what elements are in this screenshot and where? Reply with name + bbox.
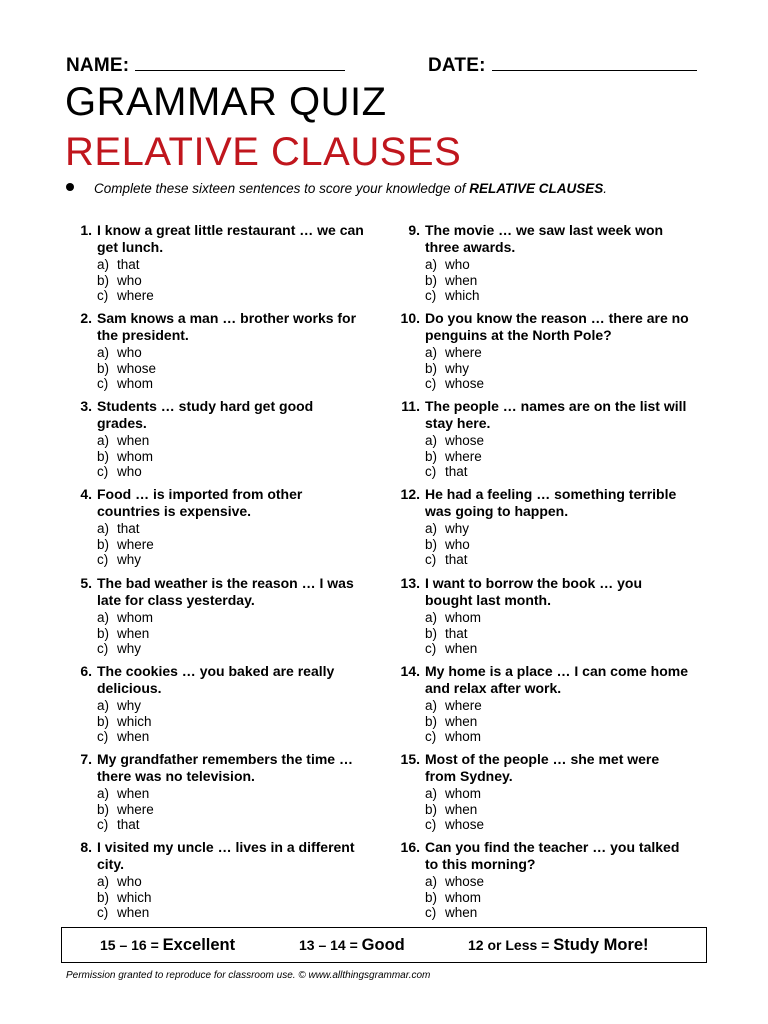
option-text: when (445, 713, 478, 729)
answer-option[interactable] (97, 817, 366, 833)
answer-options (97, 874, 366, 921)
question-item (394, 663, 694, 745)
option-text: whom (445, 889, 482, 905)
answer-options (97, 698, 366, 745)
option-letter: c) (97, 376, 109, 391)
question-stem: Most of the people … she met were from Sydney. (425, 751, 660, 784)
answer-option[interactable] (97, 874, 366, 890)
option-text: where (445, 698, 482, 713)
question-stem: The people … names are on the list will stay here. (425, 398, 687, 431)
option-text: which (117, 889, 152, 905)
question-item (394, 751, 694, 833)
option-letter: c) (425, 288, 437, 303)
answer-options (97, 257, 366, 304)
answer-option[interactable] (425, 376, 694, 392)
answer-options (425, 698, 694, 745)
answer-option[interactable] (425, 905, 694, 921)
answer-option[interactable] (97, 641, 366, 657)
option-letter: a) (97, 610, 110, 625)
answer-option[interactable] (97, 449, 366, 465)
question-stem: My grandfather remembers the time … there was no television. (97, 751, 353, 784)
score-item-excellent (100, 936, 235, 955)
answer-option[interactable] (97, 257, 366, 273)
option-text: that (445, 625, 468, 641)
date-blank-line[interactable] (492, 52, 697, 71)
answer-option[interactable] (97, 464, 366, 480)
option-text: whose (445, 433, 485, 448)
option-text: when (117, 786, 150, 801)
question-item (66, 486, 366, 568)
option-text: where (445, 448, 482, 464)
score-label: Study More! (553, 936, 649, 954)
question-stem: He had a feeling … something terrible was going to happen. (425, 486, 677, 519)
option-letter: c) (425, 376, 437, 391)
answer-options (97, 610, 366, 657)
option-text: why (117, 552, 142, 567)
question-number: 2. (80, 310, 92, 326)
option-text: who (117, 272, 142, 288)
option-text: whose (445, 817, 485, 832)
question-item (66, 839, 366, 921)
answer-option[interactable] (425, 345, 694, 361)
question-item (394, 575, 694, 657)
question-number: 3. (80, 398, 92, 414)
option-letter: c) (425, 464, 437, 479)
option-letter: b) (97, 713, 110, 729)
option-text: whose (445, 376, 485, 391)
option-letter: c) (97, 464, 109, 479)
option-text: that (445, 552, 468, 567)
date-field[interactable] (428, 52, 697, 77)
option-letter: b) (425, 801, 438, 817)
question-number: 8. (80, 839, 92, 855)
option-letter: a) (97, 433, 110, 448)
option-letter: a) (97, 786, 110, 801)
option-text: who (445, 257, 470, 272)
option-text: why (445, 521, 470, 536)
question-number: 12. (400, 486, 420, 502)
option-text: that (117, 521, 140, 536)
answer-option[interactable] (425, 817, 694, 833)
option-letter: b) (97, 625, 110, 641)
score-label: Good (361, 936, 405, 954)
question-stem: Do you know the reason … there are no penguins at the North Pole? (425, 310, 689, 343)
option-letter: a) (425, 874, 438, 889)
answer-options (425, 345, 694, 392)
question-stem: The cookies … you baked are really delicious. (97, 663, 335, 696)
question-number: 7. (80, 751, 92, 767)
option-text: whom (117, 376, 154, 391)
option-letter: c) (425, 552, 437, 567)
question-number: 11. (401, 398, 420, 414)
answer-option[interactable] (425, 698, 694, 714)
option-letter: b) (425, 536, 438, 552)
option-text: where (117, 536, 154, 552)
option-letter: c) (425, 817, 437, 832)
bullet-icon (66, 183, 74, 191)
score-label: Excellent (162, 936, 236, 954)
answer-options (97, 786, 366, 833)
question-number: 16. (400, 839, 420, 855)
question-item (66, 575, 366, 657)
option-letter: b) (425, 625, 438, 641)
option-text: when (117, 625, 150, 641)
option-text: when (445, 641, 478, 656)
answer-options (425, 521, 694, 568)
question-stem: Can you find the teacher … you talked to this morning? (425, 839, 680, 872)
option-letter: c) (97, 817, 109, 832)
answer-option[interactable] (425, 890, 694, 906)
option-letter: c) (97, 905, 109, 920)
option-letter: c) (425, 641, 437, 656)
option-letter: a) (425, 257, 438, 272)
option-text: why (117, 698, 142, 713)
question-number: 15. (400, 751, 420, 767)
option-text: when (445, 905, 478, 920)
question-stem: Sam knows a man … brother works for the president. (97, 310, 357, 343)
option-letter: a) (425, 610, 438, 625)
option-text: who (117, 464, 142, 479)
question-item (394, 310, 694, 392)
question-item (66, 751, 366, 833)
answer-option[interactable] (425, 257, 694, 273)
answer-option[interactable] (97, 905, 366, 921)
question-stem: Food … is imported from other countries is expensive. (97, 486, 303, 519)
question-item (66, 663, 366, 745)
option-letter: b) (425, 360, 438, 376)
option-text: whom (445, 786, 482, 801)
question-number: 6. (80, 663, 92, 679)
footer-permission: Permission granted to reproduce for classroom use. © www.allthingsgrammar.com (66, 970, 431, 981)
page-title: GRAMMAR QUIZ (65, 80, 387, 124)
question-number: 1. (80, 222, 92, 238)
answer-option[interactable] (97, 802, 366, 818)
option-letter: c) (425, 905, 437, 920)
answer-option[interactable] (97, 521, 366, 537)
answer-option[interactable] (425, 641, 694, 657)
answer-options (97, 433, 366, 480)
option-text: which (445, 288, 480, 303)
score-range: 12 or Less = (468, 937, 554, 953)
question-stem: The movie … we saw last week won three awards. (425, 222, 664, 255)
answer-options (97, 345, 366, 392)
option-letter: c) (97, 641, 109, 656)
answer-option[interactable] (425, 552, 694, 568)
answer-option[interactable] (425, 874, 694, 890)
question-item (66, 310, 366, 392)
question-item (66, 398, 366, 480)
option-text: when (445, 272, 478, 288)
answer-option[interactable] (97, 729, 366, 745)
answer-option[interactable] (97, 288, 366, 304)
answer-option[interactable] (97, 537, 366, 553)
question-number: 9. (408, 222, 420, 238)
option-text: that (117, 257, 140, 272)
option-letter: b) (97, 360, 110, 376)
answer-option[interactable] (97, 376, 366, 392)
option-text: where (117, 288, 154, 303)
answer-option[interactable] (97, 698, 366, 714)
answer-option[interactable] (97, 433, 366, 449)
score-range: 15 – 16 = (100, 937, 163, 953)
question-stem: I visited my uncle … lives in a different city. (97, 839, 355, 872)
option-text: when (117, 729, 150, 744)
answer-option[interactable] (425, 714, 694, 730)
option-letter: b) (425, 713, 438, 729)
answer-option[interactable] (97, 345, 366, 361)
option-letter: a) (97, 257, 110, 272)
question-stem: The bad weather is the reason … I was late for class yesterday. (97, 575, 354, 608)
option-letter: b) (97, 448, 110, 464)
option-text: whom (445, 610, 482, 625)
instruction-end: . (603, 181, 607, 196)
option-letter: c) (425, 729, 437, 744)
answer-option[interactable] (425, 610, 694, 626)
option-letter: b) (97, 536, 110, 552)
answer-options (425, 874, 694, 921)
answer-option[interactable] (425, 521, 694, 537)
option-text: when (445, 801, 478, 817)
option-letter: a) (97, 521, 110, 536)
option-text: which (117, 713, 152, 729)
answer-option[interactable] (97, 361, 366, 377)
page-subtitle: RELATIVE CLAUSES (65, 130, 462, 174)
option-text: whom (117, 610, 154, 625)
question-stem: I know a great little restaurant … we can get lunch. (97, 222, 364, 255)
name-label: NAME: (66, 55, 130, 76)
answer-option[interactable] (425, 537, 694, 553)
question-number: 14. (400, 663, 420, 679)
answer-options (425, 610, 694, 657)
question-stem: Students … study hard get good grades. (97, 398, 314, 431)
answer-options (425, 433, 694, 480)
option-letter: b) (425, 272, 438, 288)
question-item (394, 486, 694, 568)
answer-options (97, 521, 366, 568)
answer-option[interactable] (425, 449, 694, 465)
option-text: whom (445, 729, 482, 744)
answer-option[interactable] (425, 361, 694, 377)
score-range: 13 – 14 = (299, 937, 362, 953)
option-text: why (445, 360, 470, 376)
option-letter: c) (97, 288, 109, 303)
answer-option[interactable] (97, 626, 366, 642)
answer-options (425, 257, 694, 304)
answer-option[interactable] (425, 802, 694, 818)
answer-option[interactable] (425, 626, 694, 642)
answer-option[interactable] (97, 273, 366, 289)
question-number: 4. (80, 486, 92, 502)
answer-option[interactable] (97, 610, 366, 626)
option-text: that (117, 817, 140, 832)
name-blank-line[interactable] (135, 52, 345, 71)
option-letter: a) (425, 786, 438, 801)
question-stem: My home is a place … I can come home and relax after work. (425, 663, 688, 696)
option-letter: b) (425, 889, 438, 905)
option-letter: b) (97, 801, 110, 817)
answer-option[interactable] (97, 552, 366, 568)
option-text: who (117, 345, 142, 360)
option-text: who (445, 536, 470, 552)
option-letter: a) (97, 698, 110, 713)
option-letter: a) (425, 698, 438, 713)
option-text: whom (117, 448, 154, 464)
option-text: where (445, 345, 482, 360)
option-letter: b) (97, 272, 110, 288)
score-item-study-more (468, 936, 649, 955)
option-letter: a) (425, 433, 438, 448)
option-text: who (117, 874, 142, 889)
answer-option[interactable] (425, 464, 694, 480)
option-letter: a) (425, 345, 438, 360)
option-text: whose (117, 360, 157, 376)
instruction-text: Complete these sixteen sentences to score your knowledge of (94, 181, 470, 196)
option-text: when (117, 433, 150, 448)
answer-option[interactable] (97, 786, 366, 802)
question-item (394, 839, 694, 921)
answer-options (425, 786, 694, 833)
option-text: where (117, 801, 154, 817)
question-item (394, 398, 694, 480)
answer-option[interactable] (97, 714, 366, 730)
question-stem: I want to borrow the book … you bought last month. (425, 575, 642, 608)
question-number: 13. (400, 575, 420, 591)
answer-option[interactable] (425, 729, 694, 745)
instruction-emphasis: RELATIVE CLAUSES (469, 181, 604, 196)
answer-option[interactable] (425, 433, 694, 449)
score-item-good (299, 936, 405, 955)
option-letter: c) (97, 552, 109, 567)
option-text: why (117, 641, 142, 656)
answer-option[interactable] (425, 786, 694, 802)
answer-option[interactable] (97, 890, 366, 906)
option-letter: c) (97, 729, 109, 744)
instruction (66, 181, 706, 196)
name-field[interactable] (66, 52, 345, 77)
option-letter: a) (97, 874, 110, 889)
score-key (61, 927, 707, 963)
question-item (66, 222, 366, 304)
option-text: when (117, 905, 150, 920)
answer-option[interactable] (425, 273, 694, 289)
answer-option[interactable] (425, 288, 694, 304)
option-letter: b) (97, 889, 110, 905)
question-number: 5. (80, 575, 92, 591)
question-number: 10. (400, 310, 420, 326)
question-item (394, 222, 694, 304)
option-letter: a) (425, 521, 438, 536)
option-text: that (445, 464, 468, 479)
option-letter: b) (425, 448, 438, 464)
option-text: whose (445, 874, 485, 889)
date-label: DATE: (428, 55, 486, 76)
option-letter: a) (97, 345, 110, 360)
